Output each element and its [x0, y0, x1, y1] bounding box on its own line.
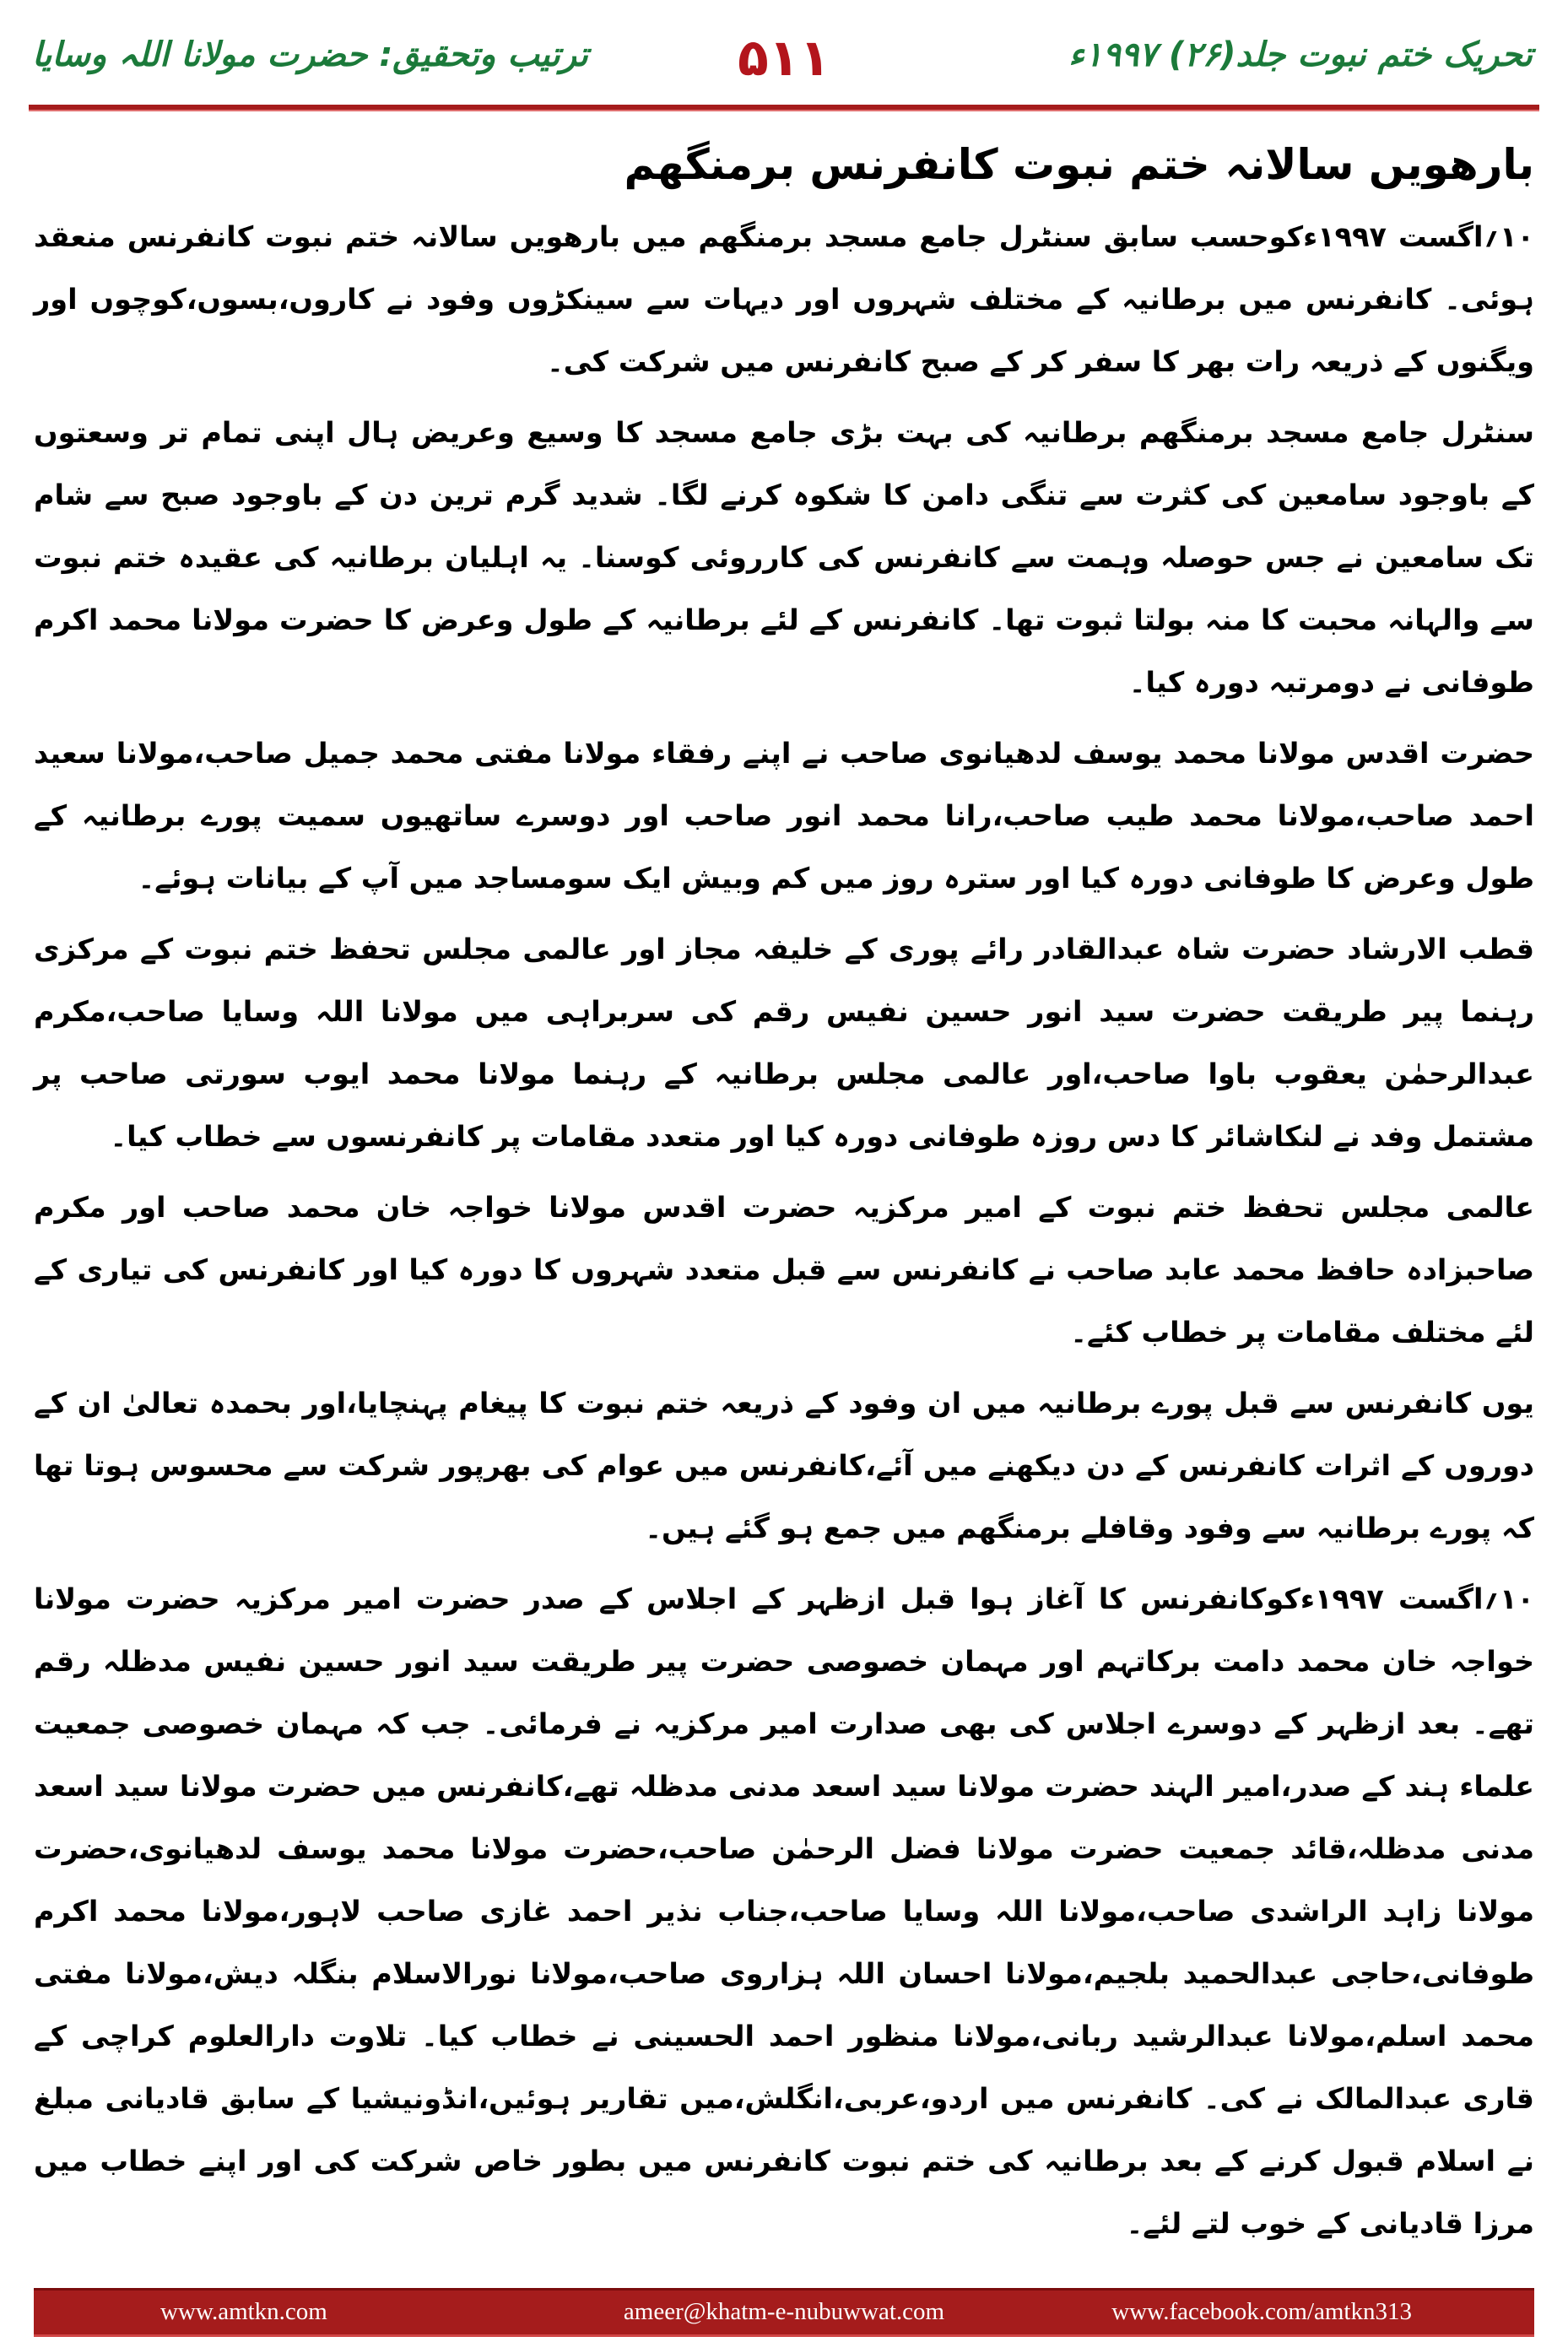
paragraph: ۱۰؍اگست ۱۹۹۷ءکوحسب سابق سنٹرل جامع مسجد برمنگھم میں بارھویں سالانہ ختم نبوت کانفرنس منعقد ہوئی۔ کانفرنس میں برطانیہ کے مختلف شہروں اور دیہات سے سینکڑوں وفود نے کاروں،بسوں،کوچوں اور ویگنوں کے ذریعہ رات بھر کا سفر کر کے صبح کانفرنس میں شرکت کی۔ — [34, 220, 1534, 378]
book-title: تحریک ختم نبوت جلد(۲۶) ۱۹۹۷ء — [1068, 35, 1533, 74]
facebook-link[interactable]: www.facebook.com/amtkn313 — [1111, 2298, 1412, 2325]
page-header — [0, 0, 1568, 118]
email-link[interactable]: ameer@khatm-e-nubuwwat.com — [623, 2298, 945, 2325]
article-title: بارھویں سالانہ ختم نبوت کانفرنس برمنگھم — [624, 140, 1534, 189]
paragraph: ۱۰؍اگست ۱۹۹۷ءکوکانفرنس کا آغاز ہوا قبل ازظہر کے اجلاس کے صدر حضرت امیر مرکزیہ حضرت مولانا خواجہ خان محمد دامت برکاتہم اور مہمان خصوصی حضرت پیر طریقت سید انور حسین نفیس مدظلہ رقم تھے۔ بعد ازظہر کے دوسرے اجلاس کی بھی صدارت امیر مرکزیہ نے فرمائی۔ جب کہ مہمان خصوصی جمعیت علماء ہند کے صدر،امیر الہند حضرت مولانا سید اسعد مدنی مدظلہ تھے،کانفرنس میں حضرت مولانا سید اسعد مدنی مدظلہ،قائد جمعیت حضرت مولانا فضل الرحمٰن صاحب،حضرت مولانا محمد یوسف لدھیانوی،حضرت مولانا زاہد الراشدی صاحب،مولانا اللہ وسایا صاحب،جناب نذیر احمد غازی صاحب لاہور،مولانا محمد اکرم طوفانی،حاجی عبدالحمید بلجیم،مولانا احسان اللہ ہزاروی صاحب،مولانا نورالاسلام بنگلہ دیش،مولانا مفتی محمد اسلم،مولانا عبدالرشید ربانی،مولانا منظور احمد الحسینی نے خطاب کیا۔ تلاوت دارالعلوم کراچی کے قاری عبدالمالک نے کی۔ کانفرنس میں اردو،عربی،انگلش،میں تقاریر ہوئیں،انڈونیشیا کے سابق قادیانی مبلغ نے اسلام قبول کرنے کے بعد برطانیہ کی ختم نبوت کانفرنس میں بطور خاص شرکت کی اور اپنے خطاب میں مرزا قادیانی کے خوب لتے لئے۔ — [34, 1582, 1534, 2240]
paragraph: سنٹرل جامع مسجد برمنگھم برطانیہ کی بہت بڑی جامع مسجد کا وسیع وعریض ہال اپنی تمام تر وسعتوں کے باوجود سامعین کی کثرت سے تنگی دامن کا شکوہ کرنے لگا۔ شدید گرم ترین دن کے باوجود صبح سے شام تک سامعین نے جس حوصلہ وہمت سے کانفرنس کی کارروئی کوسنا۔ یہ اہلیان برطانیہ کی عقیدہ ختم نبوت سے والہانہ محبت کا منہ بولتا ثبوت تھا۔ کانفرنس کے لئے برطانیہ کے طول وعرض کا حضرت مولانا محمد اکرم طوفانی نے دومرتبہ دورہ کیا۔ — [34, 416, 1534, 699]
compiler-credit: ترتیب وتحقیق: حضرت مولانا اللہ وسایا — [32, 35, 588, 74]
paragraph: عالمی مجلس تحفظ ختم نبوت کے امیر مرکزیہ حضرت اقدس مولانا خواجہ خان محمد صاحب اور مکرم صاحبزادہ حافظ محمد عابد صاحب نے کانفرنس سے قبل متعدد شہروں کا دورہ کیا اور کانفرنس کی تیاری کے لئے مختلف مقامات پر خطاب کئے۔ — [34, 1191, 1534, 1349]
article-body — [34, 127, 1534, 2240]
website-link[interactable]: www.amtkn.com — [160, 2298, 327, 2325]
page-number: ۵۱۱ — [738, 29, 830, 88]
paragraph: حضرت اقدس مولانا محمد یوسف لدھیانوی صاحب نے اپنے رفقاء مولانا مفتی محمد جمیل صاحب،مولانا سعید احمد صاحب،مولانا محمد طیب صاحب،رانا محمد انور صاحب اور دوسرے ساتھیوں سمیت پورے برطانیہ کے طول وعرض کا طوفانی دورہ کیا اور سترہ روز میں کم وبیش ایک سومساجد میں آپ کے بیانات ہوئے۔ — [34, 737, 1534, 895]
header-divider — [29, 105, 1539, 111]
page-footer — [0, 2283, 1568, 2342]
paragraph: یوں کانفرنس سے قبل پورے برطانیہ میں ان وفود کے ذریعہ ختم نبوت کا پیغام پہنچایا،اور بحمدہ تعالیٰ ان کے دوروں کے اثرات کانفرنس کے دن دیکھنے میں آئے،کانفرنس میں عوام کی بھرپور شرکت سے محسوس ہوتا تھا کہ پورے برطانیہ سے وفود وقافلے برمنگھم میں جمع ہو گئے ہیں۔ — [34, 1387, 1534, 1544]
paragraph: قطب الارشاد حضرت شاہ عبدالقادر رائے پوری کے خلیفہ مجاز اور عالمی مجلس تحفظ ختم نبوت کے مرکزی رہنما پیر طریقت حضرت سید انور حسین نفیس رقم کی سربراہی میں مولانا اللہ وسایا صاحب،مکرم عبدالرحمٰن یعقوب باوا صاحب،اور عالمی مجلس برطانیہ کے رہنما مولانا محمد ایوب سورتی صاحب پر مشتمل وفد نے لنکاشائر کا دس روزہ طوفانی دورہ کیا اور متعدد مقامات پر کانفرنسوں سے خطاب کیا۔ — [34, 933, 1534, 1153]
